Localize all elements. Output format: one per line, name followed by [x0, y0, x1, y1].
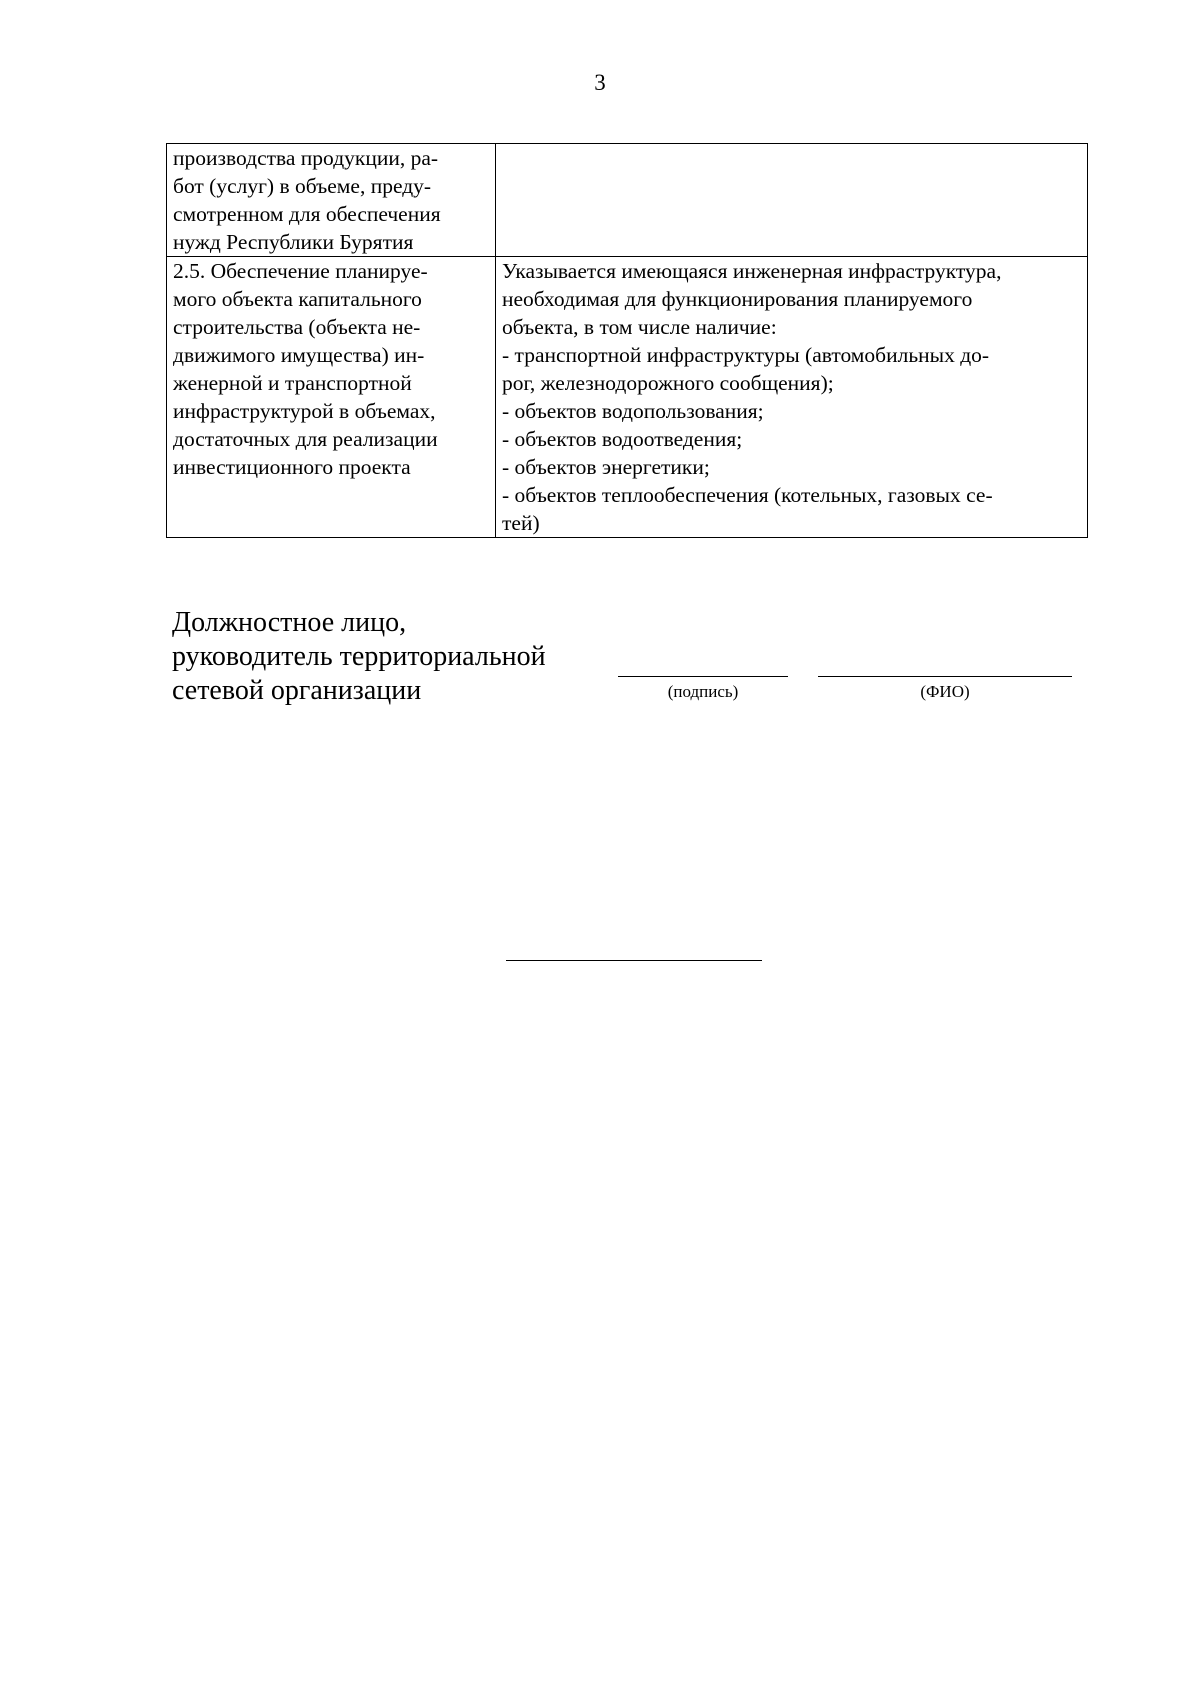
cell-text-line: 2.5. Обеспечение планируе- [173, 259, 428, 283]
cell-text-line: рог, железнодорожного сообщения); [502, 371, 834, 395]
signer-title [172, 606, 546, 708]
table-cell-parameter [167, 257, 496, 538]
name-blank-line [818, 676, 1072, 677]
signer-title-line: руководитель территориальной [172, 641, 546, 672]
cell-text-line: тей) [502, 511, 540, 535]
table-cell-description [496, 257, 1088, 538]
table-row [167, 257, 1088, 538]
cell-text-line: бот (услуг) в объеме, преду- [173, 174, 432, 198]
cell-text-line: строительства (объекта не- [173, 315, 421, 339]
cell-text-line: объекта, в том числе наличие: [502, 315, 777, 339]
requirements-table-body [167, 144, 1088, 538]
cell-text-line: мого объекта капитального [173, 287, 422, 311]
signer-title-line: Должностное лицо, [172, 607, 407, 638]
cell-text-line: - объектов водопользования; [502, 399, 764, 423]
table-cell-parameter [167, 144, 496, 257]
cell-text-line: смотренном для обеспечения [173, 202, 441, 226]
page-number: 3 [594, 70, 606, 95]
signer-title-line: сетевой организации [172, 675, 422, 706]
cell-text-line: Указывается имеющаяся инженерная инфраструктура, [502, 259, 1002, 283]
cell-text-line: нужд Республики Бурятия [173, 230, 414, 254]
cell-text-line: - транспортной инфраструктуры (автомобильных до- [502, 343, 990, 367]
table-cell-description [496, 144, 1088, 257]
table-row [167, 144, 1088, 257]
signature-caption: (подпись) [667, 682, 739, 701]
cell-text-line: движимого имущества) ин- [173, 343, 425, 367]
closing-rule [506, 960, 762, 961]
cell-text-line: - объектов теплообеспечения (котельных, газовых се- [502, 483, 993, 507]
name-caption: (ФИО) [920, 682, 970, 701]
cell-text-line: достаточных для реализации [173, 427, 438, 451]
cell-text-line: - объектов водоотведения; [502, 427, 743, 451]
cell-text-line: инфраструктурой в объемах, [173, 399, 436, 423]
cell-text-line: производства продукции, ра- [173, 146, 439, 170]
cell-text-line: необходимая для функционирования планируемого [502, 287, 973, 311]
cell-text-line: инвестиционного проекта [173, 455, 411, 479]
requirements-table [166, 143, 1088, 538]
cell-text-line: женерной и транспортной [173, 371, 412, 395]
cell-text-line: - объектов энергетики; [502, 455, 710, 479]
signature-blank-line [618, 676, 788, 677]
